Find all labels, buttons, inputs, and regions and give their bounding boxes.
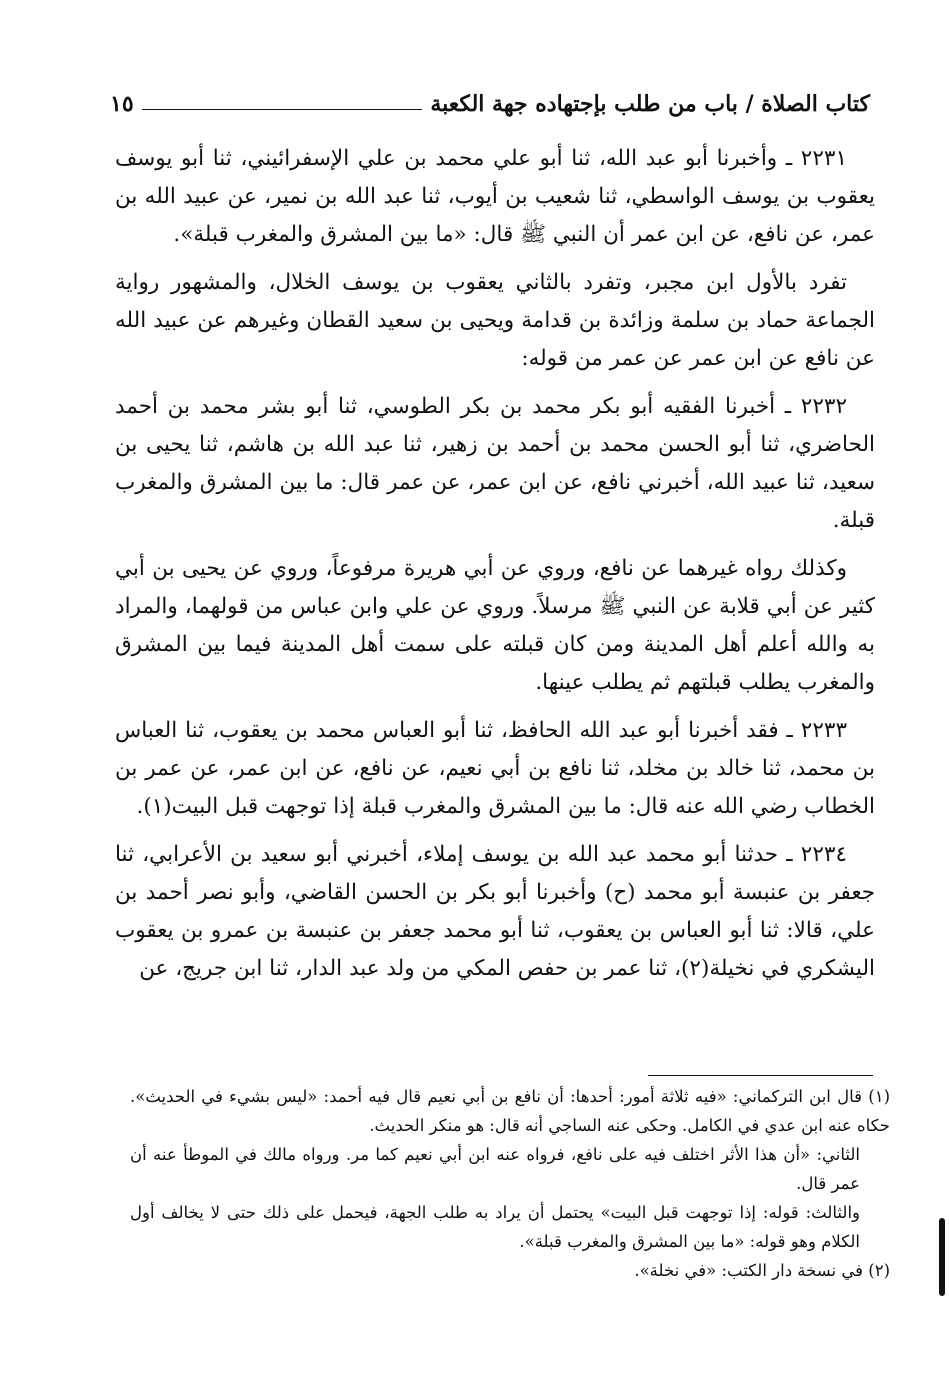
main-text <box>115 140 875 998</box>
paragraph-hadith-2232: ٢٢٣٢ ـ أخبرنا الفقيه أبو بكر محمد بن بكر الطوسي، ثنا أبو بشر محمد بن أحمد الحاضري، ثنا أبو الحسن محمد بن أحمد بن زهير، ثنا عبد الله بن هاشم، ثنا يحيى بن سعيد، ثنا عبيد الله، أخبرني نافع، عن ابن عمر، عن عمر قال: ما بين المشرق والمغرب قبلة. <box>115 394 875 533</box>
paragraph-commentary-1: تفرد بالأول ابن مجبر، وتفرد بالثاني يعقوب بن يوسف الخلال، والمشهور رواية الجماعة حماد بن سلمة وزائدة بن قدامة ويحيى بن سعيد القطان وغيرهم عن عبيد الله عن نافع عن ابن عمر عن عمر من قوله: <box>115 270 875 371</box>
footnote-divider <box>648 1075 873 1076</box>
footnotes <box>130 1082 890 1285</box>
footnote-1-third: والثالث: قوله: إذا توجهت قبل البيت» يحتمل أن يراد به طلب الجهة، فيحمل على ذلك حتى لا يخالف أول الكلام وهو قوله: «ما بين المشرق والمغرب قبلة». <box>130 1203 860 1251</box>
footnote-1: (١) قال ابن التركماني: «فيه ثلاثة أمور: أحدها: أن نافع بن أبي نعيم قال فيه أحمد: «ليس بشيء في الحديث». حكاه عنه ابن عدي في الكامل. وحكى عنه الساجي أنه قال: هو منكر الحديث. <box>130 1087 890 1135</box>
page-header <box>110 84 870 124</box>
footnote-1-second: الثاني: «أن هذا الأثر اختلف فيه على نافع، فرواه عنه ابن أبي نعيم كما مر. ورواه مالك في الموطأ عنه أن عمر قال. <box>130 1145 860 1193</box>
binding-edge-mark <box>939 1218 945 1296</box>
running-title: كتاب الصلاة / باب من طلب بإجتهاده جهة الكعبة <box>430 91 870 117</box>
header-rule <box>142 109 423 110</box>
page-number: ١٥ <box>110 91 134 117</box>
paragraph-hadith-2231: ٢٢٣١ ـ وأخبرنا أبو عبد الله، ثنا أبو علي محمد بن علي الإسفرائيني، ثنا أبو يوسف يعقوب بن يوسف الواسطي، ثنا شعيب بن أيوب، ثنا عبد الله بن نمير، عن عبيد الله بن عمر، عن نافع، عن ابن عمر أن النبي ﷺ قال: «ما بين المشرق والمغرب قبلة». <box>115 146 875 247</box>
paragraph-commentary-2: وكذلك رواه غيرهما عن نافع، وروي عن أبي هريرة مرفوعاً، وروي عن يحيى بن أبي كثير عن أبي قلابة عن النبي ﷺ مرسلاً. وروي عن علي وابن عباس من قولهما، والمراد به والله أعلم أهل المدينة ومن كان قبلته على سمت أهل المدينة فيما بين المشرق والمغرب يطلب قبلتهم ثم يطلب عينها. <box>115 556 875 695</box>
footnote-2: (٢) في نسخة دار الكتب: «في نخلة». <box>634 1261 890 1280</box>
paragraph-hadith-2234: ٢٢٣٤ ـ حدثنا أبو محمد عبد الله بن يوسف إملاء، أخبرني أبو سعيد بن الأعرابي، ثنا جعفر بن عنبسة أبو محمد (ح) وأخبرنا أبو بكر بن الحسن القاضي، وأبو نصر أحمد بن علي، قالا: ثنا أبو العباس بن يعقوب، ثنا أبو محمد جعفر بن عنبسة بن عمرو بن يعقوب اليشكري في نخيلة(٢)، ثنا عمر بن حفص المكي من ولد عبد الدار، ثنا ابن جريج، عن <box>115 842 875 981</box>
paragraph-hadith-2233: ٢٢٣٣ ـ فقد أخبرنا أبو عبد الله الحافظ، ثنا أبو العباس محمد بن يعقوب، ثنا العباس بن محمد، ثنا خالد بن مخلد، ثنا نافع بن أبي نعيم، عن نافع، عن ابن عمر، عن عمر بن الخطاب رضي الله عنه قال: ما بين المشرق والمغرب قبلة إذا توجهت قبل البيت(١). <box>115 718 875 819</box>
